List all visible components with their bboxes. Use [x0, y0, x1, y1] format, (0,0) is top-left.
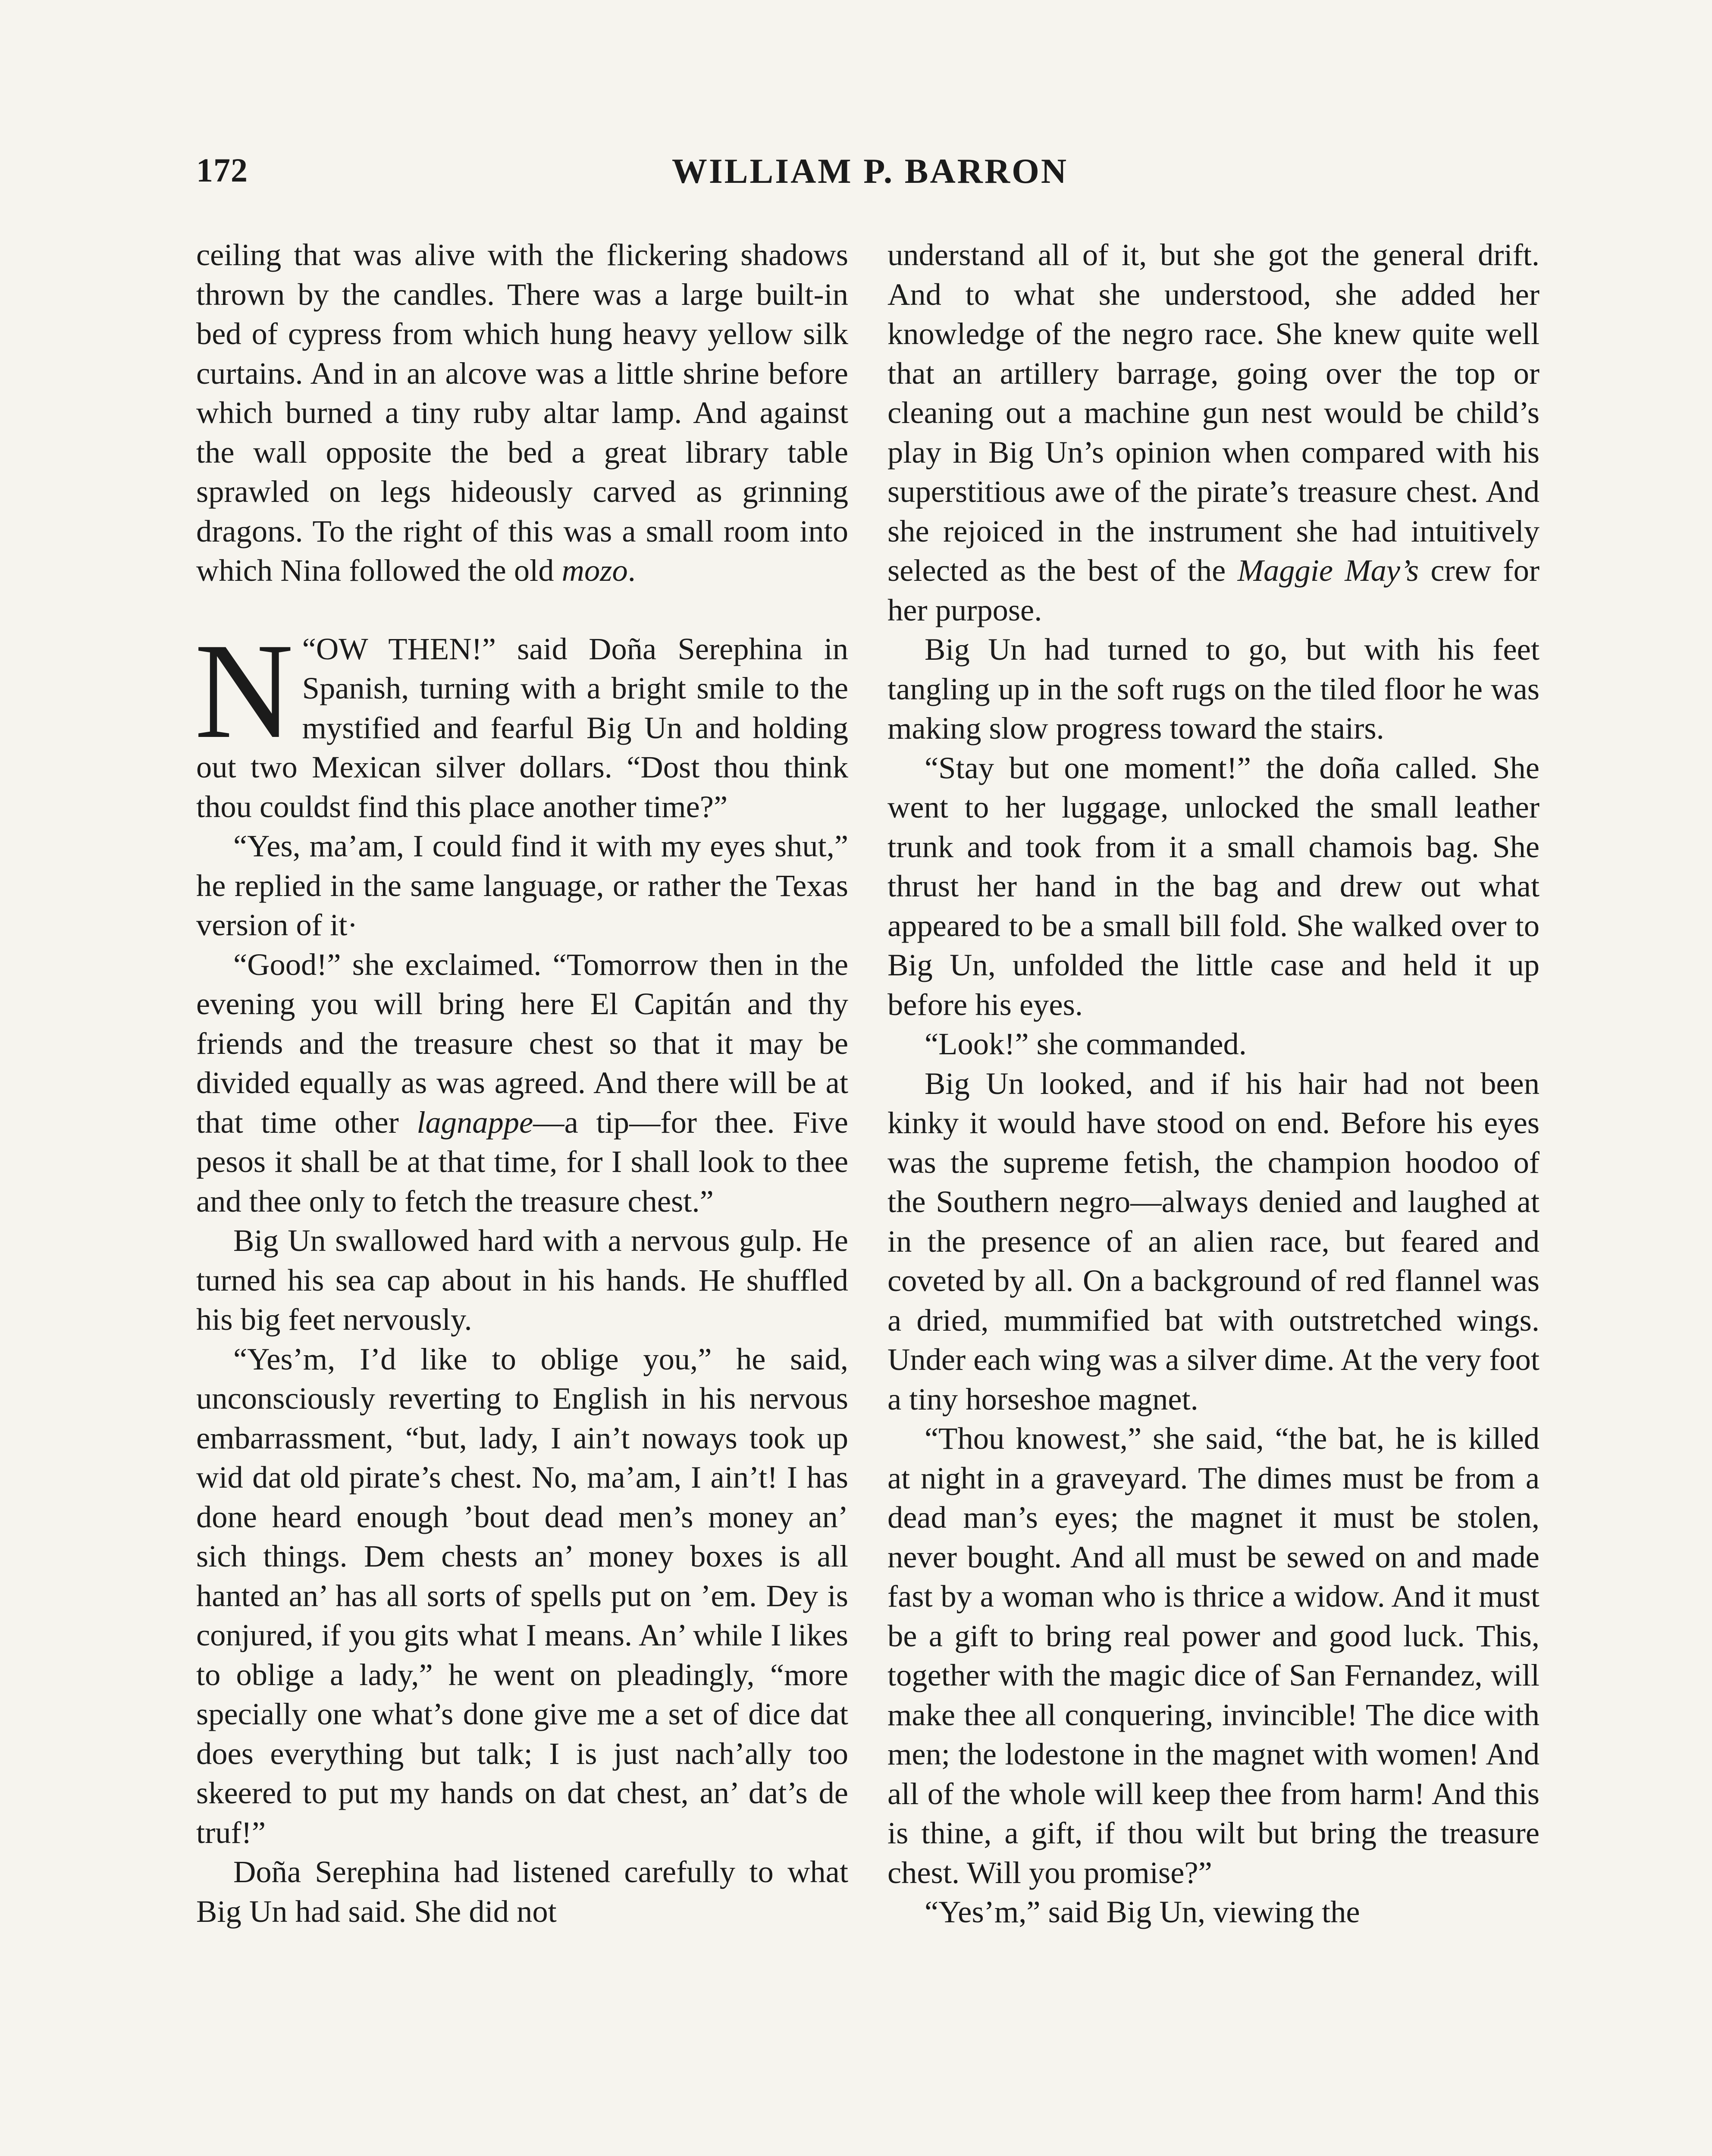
- italic-word-lagnappe: lagnappe: [417, 1104, 533, 1140]
- paragraph-continuation: ceiling that was alive with the flickering shadows thrown by the candles. There was a large built-in bed of cypress from which hung heavy yellow silk curtains. And in an alcove was a little shrine before which burned a tiny ruby altar lamp. And against the wall opposite the bed a great library table sprawled on legs hideously carved as grinning dragons. To the right of this was a small room into which Nina followed the old mozo.: [196, 237, 848, 588]
- paragraph: Big Un swallowed hard with a nervous gulp. He turned his sea cap about in his hands. He shuffled his big feet nervously.: [196, 1223, 848, 1337]
- paragraph: Doña Serephina had listened carefully to what Big Un had said. She did not: [196, 1854, 848, 1929]
- paragraph: “Look!” she commanded.: [925, 1026, 1247, 1061]
- paragraph: “Thou knowest,” she said, “the bat, he is killed at night in a graveyard. The dimes must be from a dead man’s eyes; the magnet it must be stolen, never bought. And all must be sewed on and made fast by a woman who is thrice a widow. And it must be a gift to bring real power and good luck. This, together with the magic dice of San Fernandez, will make thee all conquering, invincible! The dice with men; the lodestone in the magnet with women! And all of the whole will keep thee from harm! And this is thine, a gift, if thou wilt but bring the treasure chest. Will you promise?”: [887, 1421, 1540, 1890]
- section-opening-paragraph: “ N OW THEN!” said Doña Serephina in Spanish, turning with a bright smile to the mystified and fearful Big Un and holding out two Mexican silver dollars. “Dost thou think thou couldst find this place another time?”: [194, 614, 848, 824]
- paragraph: Big Un had turned to go, but with his feet tangling up in the soft rugs on the tiled floor he was making slow progress toward the stairs.: [887, 632, 1540, 746]
- running-head: WILLIAM P. BARRON: [671, 151, 1069, 191]
- page-header: [196, 151, 1544, 203]
- right-column: [887, 235, 1540, 1932]
- paragraph: “Stay but one moment!” the doña called. She went to her luggage, unlocked the small leather trunk and took from it a small chamois bag. She thrust her hand in the bag and drew out what appeared to be a small bill fold. She walked over to Big Un, unfolded the little case and held it up before his eyes.: [887, 750, 1540, 1022]
- left-column: [196, 235, 848, 1931]
- drop-cap: N: [194, 614, 294, 767]
- page-number: 172: [196, 151, 248, 189]
- paragraph: “Yes, ma’am, I could find it with my eyes shut,” he replied in the same language, or rather the Texas version of it·: [196, 828, 848, 942]
- opening-quote: “: [302, 631, 316, 666]
- italic-ship-name: Maggie May’s: [1237, 553, 1419, 588]
- paragraph: “Yes’m, I’d like to oblige you,” he said, unconsciously reverting to English in his nervous embarrassment, “but, lady, I ain’t noways took up wid dat old pirate’s chest. No, ma’am, I ain’t! I has done heard enough ’bout dead men’s money an’ sich things. Dem chests an’ money boxes is all hanted an’ has all sorts of spells put on ’em. Dey is conjured, if you gits what I means. An’ while I likes to oblige a lady,” he went on pleadingly, “more specially one what’s done give me a set of dice dat does everything but talk; I is just nach’ally too skeered to put my hands on dat chest, an’ dat’s de truf!”: [196, 1341, 848, 1850]
- italic-word-mozo: mozo: [561, 553, 628, 588]
- paragraph-continuation: understand all of it, but she got the general drift. And to what she understood, she added her knowledge of the negro race. She knew quite well that an artillery barrage, going over the top or cleaning out a machine gun nest would be child’s play in Big Un’s opinion when compared with his superstitious awe of the pirate’s treasure chest. And she rejoiced in the instrument she had intuitively selected as the best of the Maggie May’s crew for her purpose.: [887, 237, 1540, 627]
- paragraph: “Good!” she exclaimed. “Tomorrow then in the evening you will bring here El Capitán and thy friends and the treasure chest so that it may be divided equally as was agreed. And there will be at that time other lagnappe—a tip—for thee. Five pesos it shall be at that time, for I shall look to thee and thee only to fetch the treasure chest.”: [196, 946, 848, 1219]
- paragraph: Big Un looked, and if his hair had not been kinky it would have stood on end. Before his eyes was the supreme fetish, the champion hoodoo of the Southern negro—always denied and laughed at in the presence of an alien race, but feared and coveted by all. On a background of red flannel was a dried, mummified bat with outstretched wings. Under each wing was a silver dime. At the very foot a tiny horseshoe magnet.: [887, 1065, 1540, 1416]
- paragraph: “Yes’m,” said Big Un, viewing the: [925, 1894, 1360, 1929]
